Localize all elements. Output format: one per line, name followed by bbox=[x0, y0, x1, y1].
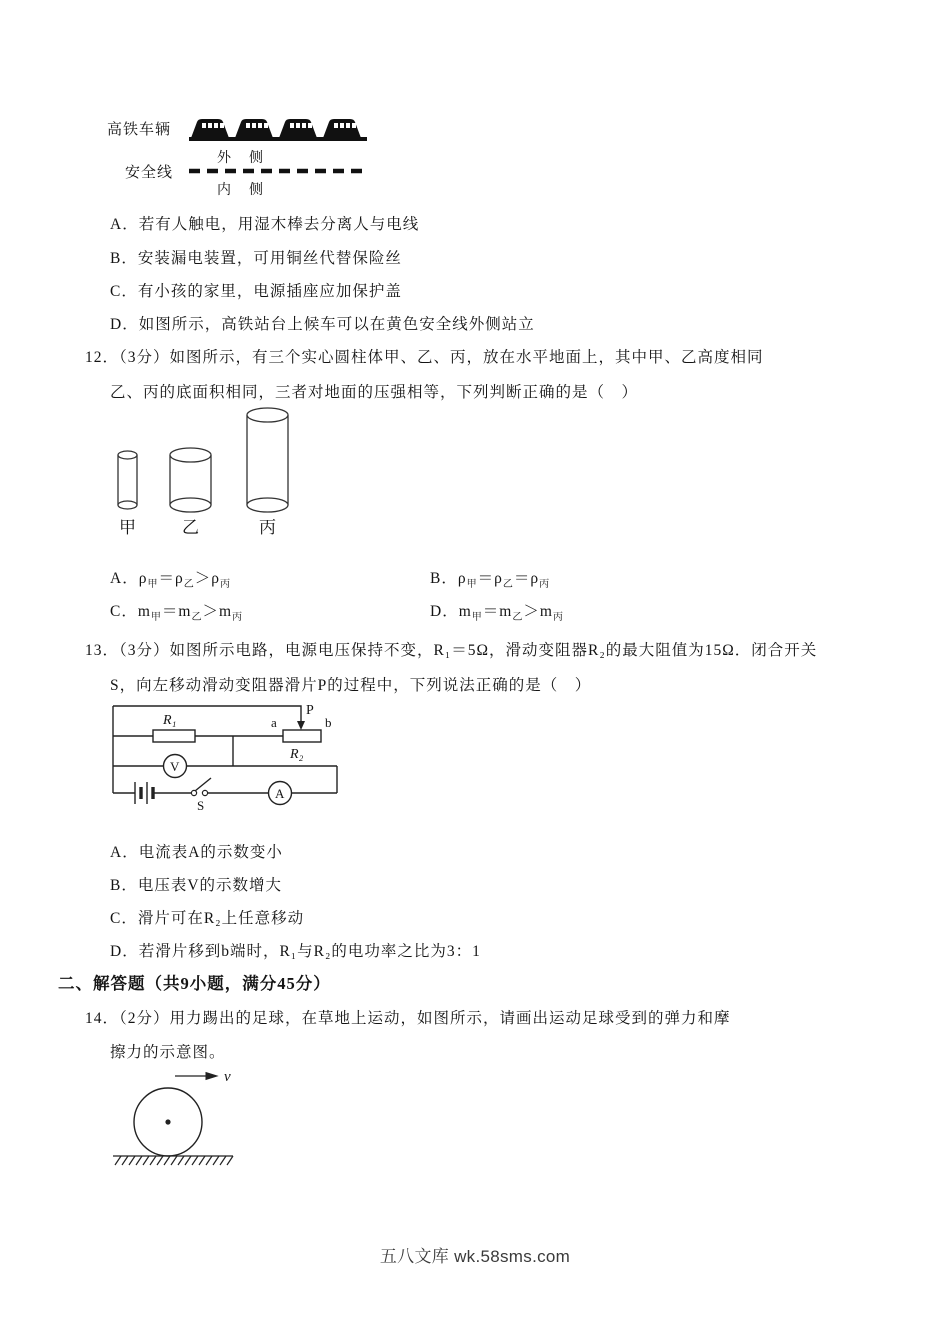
q11-option-c: C．有小孩的家里，电源插座应加保护盖 bbox=[110, 283, 402, 300]
velocity-label: v bbox=[224, 1069, 231, 1085]
cylinder-bing-label: 丙 bbox=[259, 518, 276, 537]
train-icon bbox=[189, 119, 367, 141]
q13-circuit-figure bbox=[105, 698, 350, 823]
q11-option-a: A．若有人触电，用湿木棒去分离人与电线 bbox=[110, 216, 420, 233]
outer-side-label: 外 侧 bbox=[217, 151, 265, 166]
label-r1: R₁ bbox=[163, 713, 177, 728]
q11-train-figure bbox=[105, 110, 385, 205]
q12-option-a: A．$\rho_甲=\rho_乙>\rho_丙$ bbox=[110, 570, 231, 591]
q12-option-d: D．$m_甲=m_乙>m_丙$ bbox=[430, 603, 564, 624]
label-r2: R₂ bbox=[290, 747, 304, 762]
q13-option-b: B．电压表V的示数增大 bbox=[110, 877, 283, 894]
section2-heading: 二、解答题（共9小题，满分45分） bbox=[58, 974, 331, 993]
q13-option-d: D．若滑片移到b端时，R₁与R₂的电功率之比为3：1 bbox=[110, 943, 481, 960]
label-s: S bbox=[197, 798, 205, 813]
cylinder-bing bbox=[247, 408, 288, 512]
q14-stem-line1: 14．（2分）用力踢出的足球，在草地上运动，如图所示，请画出运动足球受到的弹力和摩 bbox=[85, 1010, 731, 1027]
q12-option-c: C．$m_甲=m_乙>m_丙$ bbox=[110, 603, 244, 624]
q12-stem-line1: 12．（3分）如图所示，有三个实心圆柱体甲、乙、丙，放在水平地面上，其中甲、乙高度相同 bbox=[85, 349, 764, 366]
q13-option-c: C．滑片可在R₂上任意移动 bbox=[110, 910, 305, 927]
q13-stem-line2: S，向左移动滑动变阻器滑片P的过程中，下列说法正确的是（ ） bbox=[110, 677, 592, 694]
q13-stem-line1: 13．（3分）如图所示电路，电源电压保持不变，R₁＝5Ω，滑动变阻器R₂的最大阻值为15Ω．闭合开关 bbox=[85, 642, 818, 659]
slider-arrow bbox=[297, 721, 305, 730]
label-b-terminal: b bbox=[325, 715, 332, 730]
q12-stem-line2: 乙、丙的底面积相同，三者对地面的压强相等，下列判断正确的是（ ） bbox=[110, 384, 639, 401]
label-a-terminal: a bbox=[271, 715, 277, 730]
cylinder-yi-label: 乙 bbox=[182, 518, 199, 537]
q12-cylinders-figure bbox=[105, 405, 305, 540]
cylinder-jia bbox=[118, 451, 137, 509]
q14-stem-line2: 擦力的示意图。 bbox=[110, 1044, 226, 1061]
battery-icon bbox=[135, 782, 153, 804]
velocity-arrow bbox=[175, 1073, 217, 1080]
voltmeter-icon bbox=[164, 755, 187, 778]
rheostat-r2 bbox=[283, 730, 321, 742]
svg-text:V: V bbox=[170, 759, 180, 774]
cylinder-jia-label: 甲 bbox=[119, 518, 136, 537]
q14-ball-figure bbox=[105, 1062, 255, 1174]
footer-watermark: 五八文库 wk.58sms.com bbox=[379, 1247, 571, 1266]
q11-option-d: D．如图所示，高铁站台上候车可以在黄色安全线外侧站立 bbox=[110, 316, 535, 333]
train-label: 高铁车辆 bbox=[107, 122, 172, 138]
q13-option-a: A．电流表A的示数变小 bbox=[110, 844, 283, 861]
q12-option-b: B．$\rho_甲=\rho_乙=\rho_丙$ bbox=[430, 570, 551, 591]
svg-text:A: A bbox=[275, 786, 285, 801]
ball-center-dot bbox=[165, 1119, 170, 1124]
inner-side-label: 内 侧 bbox=[217, 183, 265, 198]
ground-line bbox=[113, 1156, 233, 1165]
cylinder-yi bbox=[170, 448, 211, 512]
safety-line-label: 安全线 bbox=[125, 165, 174, 181]
resistor-r1 bbox=[153, 730, 195, 742]
switch-icon bbox=[191, 778, 211, 796]
label-p: P bbox=[306, 703, 314, 718]
q11-option-b: B．安装漏电装置，可用铜丝代替保险丝 bbox=[110, 250, 402, 267]
ammeter-icon bbox=[269, 782, 292, 805]
